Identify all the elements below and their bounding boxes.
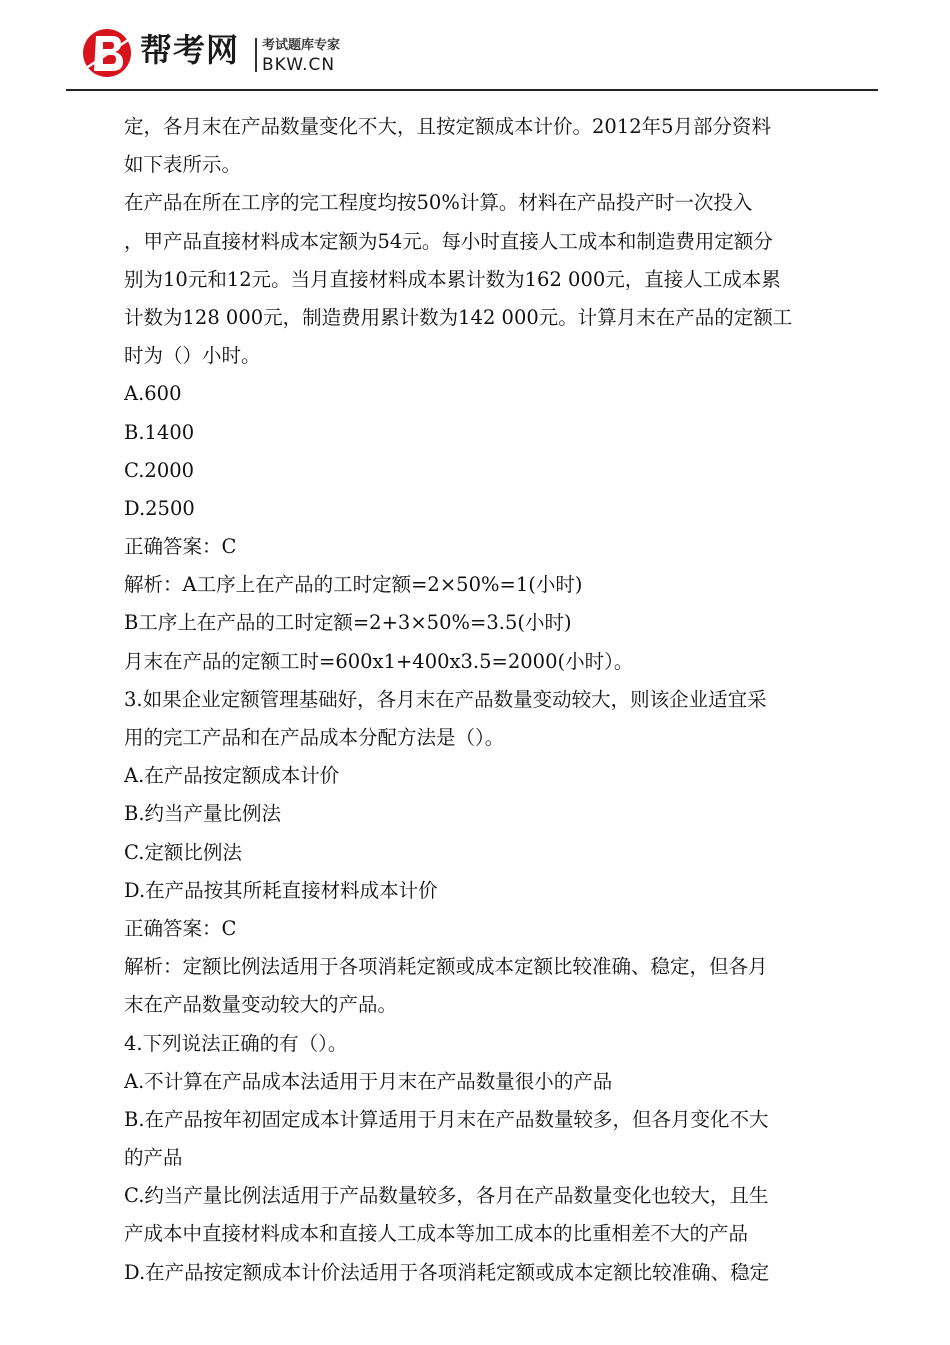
analysis-line: 月末在产品的定额工时=600x1+400x3.5=2000(小时）。 xyxy=(124,649,634,673)
option-line: C.2000 xyxy=(124,458,195,482)
option-line: B.在产品按年初固定成本计算适用于月末在产品数量较多，但各月变化不大 xyxy=(124,1107,769,1131)
analysis-line: 解析：A工序上在产品的工时定额=2×50%=1(小时) xyxy=(124,573,583,597)
option-line: 产成本中直接材料成本和直接人工成本等加工成本的比重相差不大的产品 xyxy=(124,1222,749,1246)
analysis-line: 解析：定额比例法适用于各项消耗定额或成本定额比较准确、稳定，但各月 xyxy=(124,955,768,979)
text-line: ，甲产品直接材料成本定额为54元。每小时直接人工成本和制造费用定额分 xyxy=(124,229,773,253)
option-line: B.约当产量比例法 xyxy=(124,802,282,826)
bkw-logo-icon xyxy=(82,28,132,78)
text-line: 别为10元和12元。当月直接材料成本累计数为162 000元，直接人工成本累 xyxy=(124,267,781,291)
option-line: D.2500 xyxy=(124,496,195,520)
analysis-line: B工序上在产品的工时定额=2+3×50%=3.5(小时) xyxy=(124,611,572,635)
option-line: A.在产品按定额成本计价 xyxy=(124,764,340,788)
document-body xyxy=(124,108,864,1292)
question-line: 用的完工产品和在产品成本分配方法是（）。 xyxy=(124,726,505,749)
text-line: 如下表所示。 xyxy=(124,153,242,177)
header-rule xyxy=(66,89,878,91)
text-line: 定，各月末在产品数量变化不大，且按定额成本计价。2012年5月部分资料 xyxy=(124,115,772,138)
brand-tagline: 考试题库专家 xyxy=(262,38,341,53)
option-line: A.不计算在产品成本法适用于月末在产品数量很小的产品 xyxy=(124,1069,613,1093)
brand-divider xyxy=(255,38,257,72)
option-line: B.1400 xyxy=(124,420,195,444)
option-line: D.在产品按其所耗直接材料成本计价 xyxy=(124,878,438,902)
option-line: D.在产品按定额成本计价法适用于各项消耗定额或成本定额比较准确、稳定 xyxy=(124,1260,770,1284)
option-line: 的产品 xyxy=(124,1146,183,1170)
page-header xyxy=(0,0,950,92)
option-line: A.600 xyxy=(124,382,182,406)
brand-name: 帮考网 xyxy=(140,31,240,69)
option-line: C.约当产量比例法适用于产品数量较多，各月在产品数量变化也较大，且生 xyxy=(124,1184,769,1208)
text-line: 计数为128 000元，制造费用累计数为142 000元。计算月末在产品的定额工 xyxy=(124,305,793,329)
question-line: 4.下列说法正确的有（）。 xyxy=(124,1031,348,1055)
answer-line: 正确答案：C xyxy=(124,535,237,559)
text-line: 在产品在所在工序的完工程度均按50%计算。材料在产品投产时一次投入 xyxy=(124,191,753,215)
analysis-line: 末在产品数量变动较大的产品。 xyxy=(124,993,398,1017)
option-line: C.定额比例法 xyxy=(124,840,242,864)
answer-line: 正确答案：C xyxy=(124,916,237,940)
brand-domain: BKW.CN xyxy=(262,55,336,75)
question-line: 3.如果企业定额管理基础好，各月末在产品数量变动较大，则该企业适宜采 xyxy=(124,687,767,711)
text-line: 时为（）小时。 xyxy=(124,344,261,368)
